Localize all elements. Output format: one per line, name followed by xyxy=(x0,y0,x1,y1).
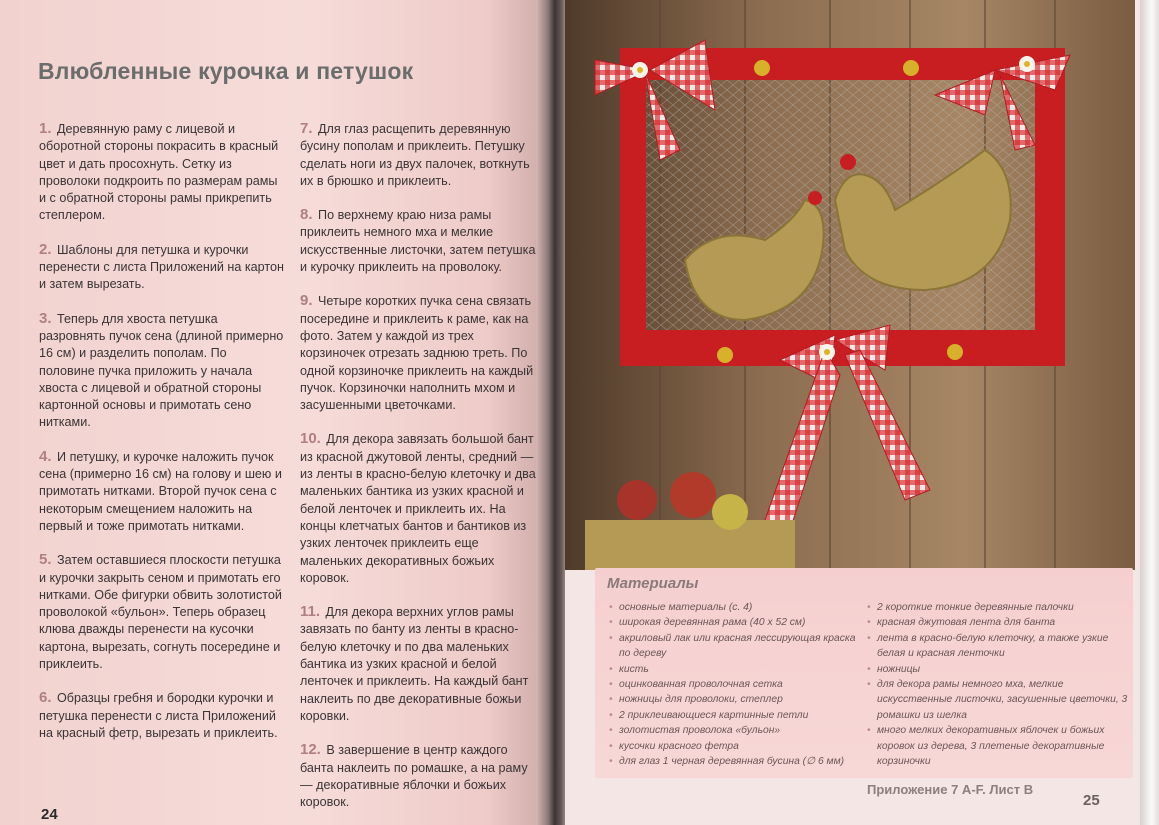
step-text: В завершение в центр каждого банта наклеить по ромашке, а на раму — декоративные яблочки и божьих коровок. xyxy=(300,743,528,810)
craft-photo xyxy=(565,0,1135,570)
step-number: 9. xyxy=(300,292,313,310)
material-item: • для декора рамы немного мха, мелкие искусственные листочки, засушенные цветочки, 3 ромашки из шелка xyxy=(867,677,1129,723)
right-page xyxy=(565,0,1159,825)
step-text: И петушку, и курочке наложить пучок сена (примерно 16 см) на голову и шею и примотать нитками. Второй пучок сена с некоторым смещением наложить на первый и тоже примотать нитками. xyxy=(39,449,282,533)
step-number: 5. xyxy=(39,551,52,569)
step-number: 1. xyxy=(39,120,52,137)
step-10 xyxy=(300,430,536,587)
step-2 xyxy=(39,241,285,294)
material-item: • для глаз 1 черная деревянная бусина (∅ 6 мм) xyxy=(609,754,859,769)
step-number: 8. xyxy=(300,206,313,224)
step-number: 4. xyxy=(39,447,52,465)
step-number: 12. xyxy=(300,741,321,759)
material-item: • лента в красно-белую клеточку, а также узкие белая и красная ленточки xyxy=(867,631,1129,662)
material-item: • оцинкованная проволочная сетка xyxy=(609,677,859,692)
material-item: • кисть xyxy=(609,662,859,677)
step-5 xyxy=(39,551,285,673)
instructions-column-left xyxy=(39,120,285,758)
material-item: • 2 приклеивающиеся картинные петли xyxy=(609,708,859,723)
page-edge xyxy=(1140,0,1159,825)
step-text: Четыре коротких пучка сена связать посередине и приклеить к раме, как на фото. Затем у каждой из трех корзиночек отрезать заднюю треть. По одной корзиночке приклеить на каждый пучок. Корзиночки наполнить мхом и засушенными цветочками. xyxy=(300,294,534,413)
materials-list-right xyxy=(867,600,1129,769)
step-3 xyxy=(39,310,285,432)
material-item: • красная джутовая лента для банта xyxy=(867,615,1129,630)
step-text: Деревянную раму с лицевой и оборотной стороны покрасить в красный цвет и дать просохнуть. Сетку из проволоки подкроить по размерам рамы и с обратной стороны рамы прикрепить степлером. xyxy=(39,122,279,223)
step-number: 3. xyxy=(39,309,52,327)
material-item: • широкая деревянная рама (40 x 52 см) xyxy=(609,615,859,630)
appendix-reference: Приложение 7 A-F. Лист B xyxy=(867,782,1034,797)
step-number: 6. xyxy=(39,689,52,707)
step-text: Теперь для хвоста петушка разровнять пучок сена (длиной примерно 16 см) и разделить пополам. По половине пучка приложить у начала хвоста с лицевой и обратной стороны картонной основы и примотать сено нитками. xyxy=(39,311,284,430)
material-item: • акриловый лак или красная лессирующая краска по дереву xyxy=(609,631,859,662)
step-text: Затем оставшиеся плоскости петушка и курочки закрыть сеном и примотать его нитками. Обе фигурки обвить золотистой проволокой «бульон». Теперь образец клюва дважды перенести на кусочки картона, вырезать, согнуть посередине и приклеить. xyxy=(39,553,282,672)
step-6 xyxy=(39,689,285,742)
step-8 xyxy=(300,206,536,276)
material-item: • ножницы xyxy=(867,662,1129,677)
step-1 xyxy=(39,120,285,225)
step-12 xyxy=(300,741,536,811)
materials-box xyxy=(595,568,1133,778)
step-text: Образцы гребня и бородки курочки и петушка перенести с листа Приложений на красный фетр, вырезать и приклеить. xyxy=(39,691,278,740)
left-page xyxy=(0,0,553,825)
page-number-left: 24 xyxy=(41,806,58,823)
step-11 xyxy=(300,603,536,725)
page-number-right: 25 xyxy=(1083,792,1100,809)
craft-photo-illustration xyxy=(565,0,1135,570)
material-item: • много мелких декоративных яблочек и божьих коровок из дерева, 3 плетеные декоративные корзиночки xyxy=(867,723,1129,769)
step-text: По верхнему краю низа рамы приклеить немного мха и мелкие искусственные листочки, затем петушка и курочку приклеить на проволоку. xyxy=(300,208,536,275)
material-item: • золотистая проволока «бульон» xyxy=(609,723,859,738)
step-7 xyxy=(300,120,536,190)
step-number: 11. xyxy=(300,603,321,621)
material-item: • ножницы для проволоки, степлер xyxy=(609,692,859,707)
material-item: • кусочки красного фетра xyxy=(609,739,859,754)
step-9 xyxy=(300,292,536,414)
step-number: 10. xyxy=(300,430,321,448)
step-text: Шаблоны для петушка и курочки перенести с листа Приложений на картон и затем вырезать. xyxy=(39,242,284,292)
step-text: Для декора верхних углов рамы завязать по банту из ленты в красно-белую клеточку и по два маленьких бантика из узких красной и белой ленточек и приклеить. На каждый бант наклеить по две декоративные божьи коровки. xyxy=(300,605,529,723)
material-item: • 2 короткие тонкие деревянные палочки xyxy=(867,600,1129,615)
step-number: 2. xyxy=(39,240,52,258)
instructions-column-right xyxy=(300,120,536,825)
hay-bale xyxy=(585,520,795,570)
step-number: 7. xyxy=(300,120,313,137)
materials-title: Материалы xyxy=(607,575,699,592)
step-text: Для глаз расщепить деревянную бусину пополам и приклеить. Петушку сделать ноги из двух палочек, воткнуть их в брюшко и приклеить. xyxy=(300,122,530,188)
materials-list-left xyxy=(609,600,859,769)
page-title: Влюбленные курочка и петушок xyxy=(38,58,414,84)
material-item: • основные материалы (с. 4) xyxy=(609,600,859,615)
step-text: Для декора завязать большой бант из красной джутовой ленты, средний — из ленты в красно-белую клеточку и два маленьких бантика из узких красной и белой ленточек и приклеить их. На концы клетчатых бантов и бантиков из узких ленточек приклеить еще маленьких декоративных божьих коровок. xyxy=(300,432,536,585)
step-4 xyxy=(39,448,285,535)
